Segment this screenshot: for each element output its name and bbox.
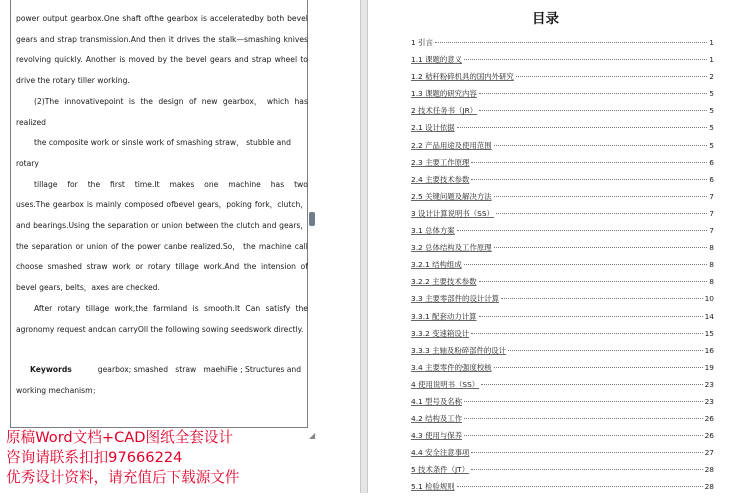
toc-entry-label: 4.4 安全注意事项 (411, 448, 470, 458)
spacer (16, 340, 308, 360)
toc-entry-label: 2 技术任务书（JR） (411, 106, 478, 116)
body-line: and bearings.Using the separation or union between the clutch and gears， (16, 221, 308, 231)
toc-leader-dots (494, 145, 708, 146)
toc-leader-dots (494, 367, 703, 368)
body-line: agronomy request andcan carryOll the following sowing seedswork directly. (16, 324, 304, 334)
toc-leader-dots (501, 298, 703, 299)
toc-leader-dots (508, 350, 703, 351)
body-line: After rotary tillage work,the farmland is smooth.It Can satisfy the (34, 303, 308, 313)
toc-entry-label: 3.4 主要零件的强度校核 (411, 362, 492, 372)
toc-entry-page: 5 (709, 106, 714, 116)
toc-entry-page: 14 (704, 311, 714, 321)
toc-page (373, 0, 718, 493)
toc-entry[interactable] (411, 157, 714, 174)
toc-entry[interactable] (411, 464, 714, 481)
toc-entry-label: 4.2 结构及工作 (411, 414, 463, 424)
toc-entry[interactable] (411, 345, 714, 362)
toc-entry-page: 2 (709, 72, 714, 82)
body-line: the separation or union of the power canbe realized.So， the machine call (16, 241, 308, 251)
toc-leader-dots (516, 76, 708, 77)
toc-leader-dots (464, 264, 708, 265)
toc-entry[interactable] (411, 88, 714, 105)
keywords-line-2: working mechanism； (16, 385, 101, 395)
toc-entry-label: 1.3 课题的研究内容 (411, 89, 477, 99)
body-line: power output gearbox.One shaft ofthe gearbox is acceleratedby both bevel (16, 14, 308, 23)
toc-entry[interactable] (411, 71, 714, 88)
toc-entry[interactable] (411, 122, 714, 139)
toc-entry-label: 3.2.1 结构组成 (411, 260, 462, 270)
toc-entry-page: 10 (704, 294, 714, 304)
toc-leader-dots (471, 452, 702, 453)
toc-entry-page: 5 (709, 89, 714, 99)
toc-leader-dots (479, 281, 708, 282)
toc-entry[interactable] (411, 328, 714, 345)
toc-entry[interactable] (411, 259, 714, 276)
toc-entry[interactable] (411, 174, 714, 191)
toc-leader-dots (471, 162, 707, 163)
keywords-text: gearbox; smashed straw maehiFie ; Structures and (97, 365, 302, 375)
toc-entry-label: 2.1 设计依据 (411, 123, 455, 133)
toc-entry-label: 2.3 主要工作原理 (411, 157, 470, 167)
toc-entry[interactable] (411, 191, 714, 208)
body-line: uses.The gearbox is mainly composed ofbevel gears，poking fork，clutch， (16, 200, 308, 210)
body-line: (2)The innovativepoint is the design of new gearbox， which has (34, 96, 308, 106)
toc-entry-page: 28 (704, 465, 714, 475)
toc-entry-page: 7 (709, 191, 714, 201)
toc-leader-dots (479, 93, 707, 94)
toc-leader-dots (464, 401, 703, 402)
toc-entry-label: 5 技术条件（JT） (411, 465, 470, 475)
toc-entry-page: 26 (704, 431, 714, 441)
toc-entry[interactable] (411, 293, 714, 310)
toc-entry-page: 23 (704, 396, 714, 406)
toc-entry-label: 3.3.2 变速箱设计 (411, 328, 470, 338)
toc-entry-label: 3.3.1 配套动力计算 (411, 311, 477, 321)
toc-entry-label: 2.5 关键问题及解决方法 (411, 191, 492, 201)
pane-splitter-handle[interactable] (309, 212, 315, 226)
toc-entry-label: 2.2 产品用途及使用范围 (411, 140, 492, 150)
toc-entry-page: 6 (709, 174, 714, 184)
toc-entry[interactable] (411, 362, 714, 379)
toc-entry-page: 5 (709, 140, 714, 150)
toc-leader-dots (464, 59, 707, 60)
toc-leader-dots (457, 486, 703, 487)
toc-entry-label: 3.2.2 主要技术参数 (411, 277, 477, 287)
toc-list (411, 37, 714, 499)
body-line: realized (16, 117, 46, 127)
toc-leader-dots (481, 384, 702, 385)
promo-line-3: 优秀设计资料，请充值后下载源文件 (6, 469, 240, 486)
body-line: rotary (16, 158, 39, 168)
toc-entry-label: 4.3 使用与保养 (411, 431, 463, 441)
resize-grip-icon[interactable]: ◢ (309, 431, 316, 440)
toc-entry[interactable] (411, 242, 714, 259)
toc-entry-label: 4.1 型号及名称 (411, 396, 463, 406)
toc-entry-page: 23 (704, 379, 714, 389)
body-line: drive the rotary tiller working. (16, 76, 130, 86)
toc-entry[interactable] (411, 208, 714, 225)
abstract-body (16, 9, 308, 402)
toc-entry-page: 7 (709, 226, 714, 236)
left-page (10, 0, 308, 428)
left-document-view (0, 0, 360, 493)
toc-entry[interactable] (411, 276, 714, 293)
toc-entry[interactable] (411, 396, 714, 413)
toc-entry-page: 26 (704, 414, 714, 424)
promo-text (6, 428, 240, 488)
toc-entry-page: 6 (709, 157, 714, 167)
toc-entry-page: 7 (709, 208, 714, 218)
toc-entry-label: 3 设计计算说明书（SS） (411, 208, 494, 218)
toc-entry-page: 8 (709, 243, 714, 253)
toc-entry-label: 1 引言 (411, 38, 433, 47)
toc-entry[interactable] (411, 225, 714, 242)
body-line: tillage for the first time.It makes one machine has two (34, 179, 308, 189)
toc-leader-dots (435, 42, 707, 43)
keywords-label: Keywords (30, 365, 72, 375)
toc-entry-label: 1.2 秸秆粉碎机具的国内外研究 (411, 72, 514, 82)
toc-entry[interactable] (411, 37, 714, 54)
toc-leader-dots (457, 230, 708, 231)
toc-entry-page: 8 (709, 260, 714, 270)
toc-entry[interactable] (411, 140, 714, 157)
toc-entry[interactable] (411, 379, 714, 396)
toc-entry-page: 27 (704, 448, 714, 458)
toc-entry-page: 15 (704, 328, 714, 338)
page-splitter[interactable] (360, 0, 368, 493)
toc-entry-label: 3.3.3 主轴及粉碎部件的设计 (411, 345, 507, 355)
body-line: gears and strap transmission.And then it drives the stalk—smashing knives (16, 34, 308, 44)
toc-entry[interactable] (411, 54, 714, 71)
toc-entry-label: 3.3 主要零部件的设计计算 (411, 294, 500, 304)
toc-entry[interactable] (411, 105, 714, 122)
body-line: the composite work or sinsle work of smashing straw， stubble and (34, 138, 291, 148)
toc-entry-label: 4 使用说明书（SS） (411, 379, 480, 389)
toc-entry[interactable] (411, 447, 714, 464)
toc-entry[interactable] (411, 311, 714, 328)
toc-entry-label: 2.4 主要技术参数 (411, 174, 470, 184)
toc-entry-label: 1.1 课题的意义 (411, 55, 463, 65)
body-line: choose smashed straw work or rotary tillage work.And the intension of (16, 262, 308, 272)
toc-leader-dots (457, 127, 708, 128)
toc-entry-page: 8 (709, 277, 714, 287)
toc-leader-dots (479, 316, 703, 317)
toc-entry-page: 28 (704, 482, 714, 492)
toc-leader-dots (494, 196, 708, 197)
toc-entry-page: 16 (704, 345, 714, 355)
toc-entry[interactable] (411, 430, 714, 447)
toc-entry[interactable] (411, 413, 714, 430)
toc-entry-label: 3.2 总体结构及工作原理 (411, 243, 492, 253)
toc-leader-dots (471, 333, 702, 334)
toc-leader-dots (479, 110, 707, 111)
toc-entry-page: 1 (709, 38, 714, 47)
toc-entry-page: 19 (704, 362, 714, 372)
toc-title: 目录 (532, 11, 559, 27)
keywords-line (16, 360, 308, 381)
toc-entry[interactable] (411, 481, 714, 498)
toc-leader-dots (471, 179, 707, 180)
toc-leader-dots (464, 418, 703, 419)
toc-leader-dots (471, 469, 703, 470)
promo-line-2: 咨询请联系扣扣97666224 (6, 449, 183, 466)
promo-line-1: 原稿Word文档+CAD图纸全套设计 (6, 429, 234, 446)
right-document-view (368, 0, 750, 493)
toc-entry-label: 5.1 检验规则 (411, 482, 455, 492)
toc-entry-page: 1 (709, 55, 714, 65)
body-line: bevel gears, belts，axes are checked. (16, 283, 160, 293)
toc-entry-page: 5 (709, 123, 714, 133)
toc-leader-dots (464, 435, 703, 436)
body-line: revolving quickly. Another is moved by the bevel gears and strap wheel to (16, 55, 308, 65)
toc-leader-dots (496, 213, 707, 214)
toc-entry-label: 3.1 总体方案 (411, 226, 455, 236)
toc-leader-dots (494, 247, 708, 248)
